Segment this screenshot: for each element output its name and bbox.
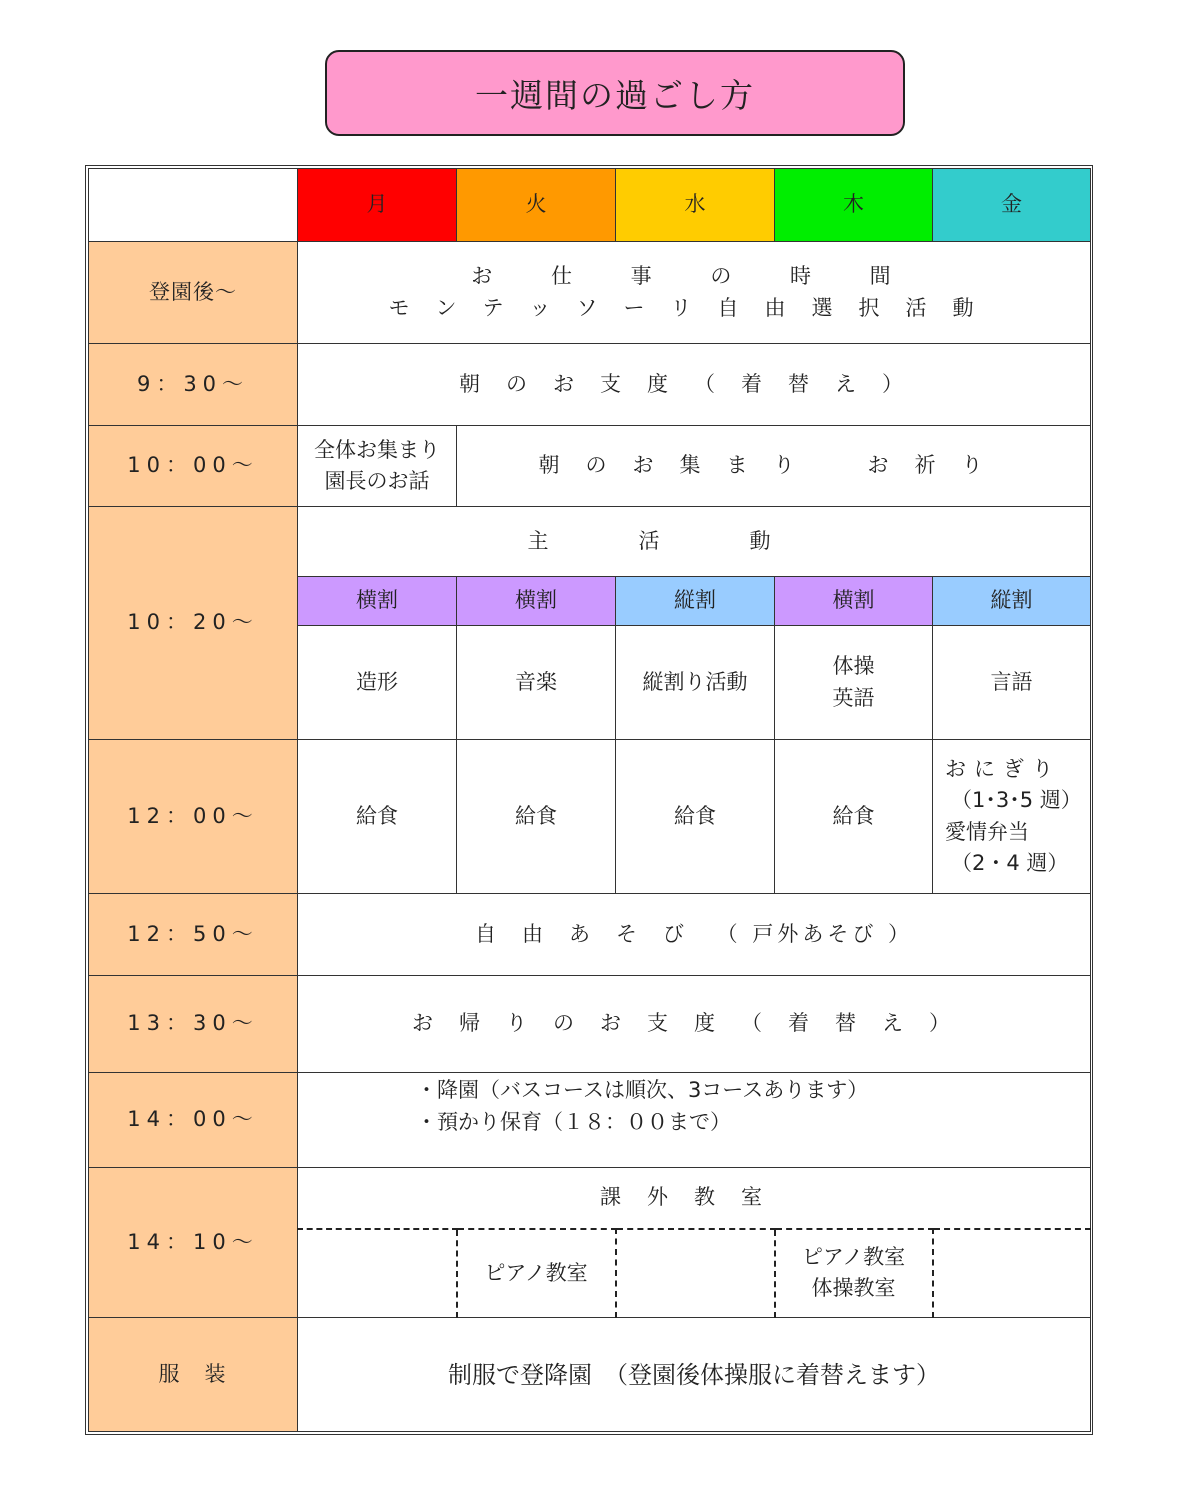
time-1330: 13：30～ <box>89 976 298 1073</box>
lunch-friday-line1: おにぎり <box>945 756 1061 781</box>
time-1020: 10：20～ <box>89 507 298 740</box>
activity-arrival <box>298 242 1091 344</box>
subject-thursday-line1: 体操 <box>832 654 875 678</box>
lunch-friday-line4: （2・4 週） <box>951 851 1069 875</box>
class-monday <box>298 1229 457 1318</box>
row-1020-header <box>89 507 1091 577</box>
outdoor-play-label: （ 戸外あそび ） <box>716 921 914 946</box>
assembly-monday-line1: 全体お集まり <box>314 437 440 462</box>
lunch-wednesday: 給食 <box>616 740 775 894</box>
page-title: 一週間の過ごし方 <box>325 50 905 136</box>
row-0930 <box>89 344 1091 426</box>
day-wednesday: 水 <box>616 169 775 242</box>
subject-tuesday: 音楽 <box>457 626 616 740</box>
subject-friday: 言語 <box>933 626 1091 740</box>
class-tuesday: ピアノ教室 <box>457 1229 616 1318</box>
time-arrival: 登園後～ <box>89 242 298 344</box>
activity-0930: 朝のお支度（着替え） <box>298 344 1091 426</box>
weekly-schedule-table <box>88 168 1091 1432</box>
class-thursday <box>775 1229 933 1318</box>
day-monday: 月 <box>298 169 457 242</box>
subject-thursday-line2: 英語 <box>832 685 875 710</box>
assembly-monday <box>298 426 457 507</box>
group-monday: 横割 <box>298 577 457 626</box>
lunch-thursday: 給食 <box>775 740 933 894</box>
assembly-monday-line2: 園長のお話 <box>324 469 430 493</box>
row-1410-header <box>89 1168 1091 1229</box>
extended-care-label: ・預かり保育（１８：００まで） <box>416 1109 731 1134</box>
lunch-friday-line3: 愛情弁当 <box>945 819 1029 844</box>
group-wednesday: 縦割 <box>616 577 775 626</box>
time-1200: 12：00～ <box>89 740 298 894</box>
clothing-label: 服 装 <box>89 1318 298 1432</box>
header-row <box>89 169 1091 242</box>
lunch-friday-line2: （1･3･5 週） <box>951 788 1082 812</box>
time-0930: 9：30～ <box>89 344 298 426</box>
subject-thursday <box>775 626 933 740</box>
dismissal-label: ・降園（バスコースは順次、3コースあります） <box>416 1078 869 1102</box>
lunch-monday: 給食 <box>298 740 457 894</box>
group-tuesday: 横割 <box>457 577 616 626</box>
day-friday: 金 <box>933 169 1091 242</box>
day-thursday: 木 <box>775 169 933 242</box>
subject-wednesday: 縦割り活動 <box>616 626 775 740</box>
subject-monday: 造形 <box>298 626 457 740</box>
class-thursday-line2: 体操教室 <box>811 1276 896 1301</box>
activity-1000: 朝のお集まり お祈り <box>457 426 1091 507</box>
montessori-label: モンテッソーリ自由選択活動 <box>388 295 1000 320</box>
group-thursday: 横割 <box>775 577 933 626</box>
activity-1400 <box>298 1073 1091 1168</box>
free-play-label: 自由あそび <box>474 921 710 946</box>
class-wednesday <box>616 1229 775 1318</box>
lunch-tuesday: 給食 <box>457 740 616 894</box>
activity-1250 <box>298 894 1091 976</box>
class-thursday-line1: ピアノ教室 <box>801 1244 906 1269</box>
time-1250: 12：50～ <box>89 894 298 976</box>
row-1000 <box>89 426 1091 507</box>
extracurricular-header: 課外教室 <box>298 1168 1091 1229</box>
time-1400: 14：00～ <box>89 1073 298 1168</box>
work-time-label: お 仕 事 の 時 間 <box>471 264 917 288</box>
day-tuesday: 火 <box>457 169 616 242</box>
row-clothing <box>89 1318 1091 1432</box>
clothing-text: 制服で登降園 （登園後体操服に着替えます） <box>298 1318 1091 1432</box>
header-corner-cell <box>89 169 298 242</box>
row-1250 <box>89 894 1091 976</box>
row-1330 <box>89 976 1091 1073</box>
class-friday <box>933 1229 1091 1318</box>
row-1400 <box>89 1073 1091 1168</box>
row-arrival <box>89 242 1091 344</box>
main-activity-header: 主活動 <box>298 507 1091 577</box>
time-1000: 10：00～ <box>89 426 298 507</box>
group-friday: 縦割 <box>933 577 1091 626</box>
row-1200 <box>89 740 1091 894</box>
time-1410: 14：10～ <box>89 1168 298 1318</box>
activity-1330: お帰りのお支度（着替え） <box>298 976 1091 1073</box>
lunch-friday <box>933 740 1091 894</box>
